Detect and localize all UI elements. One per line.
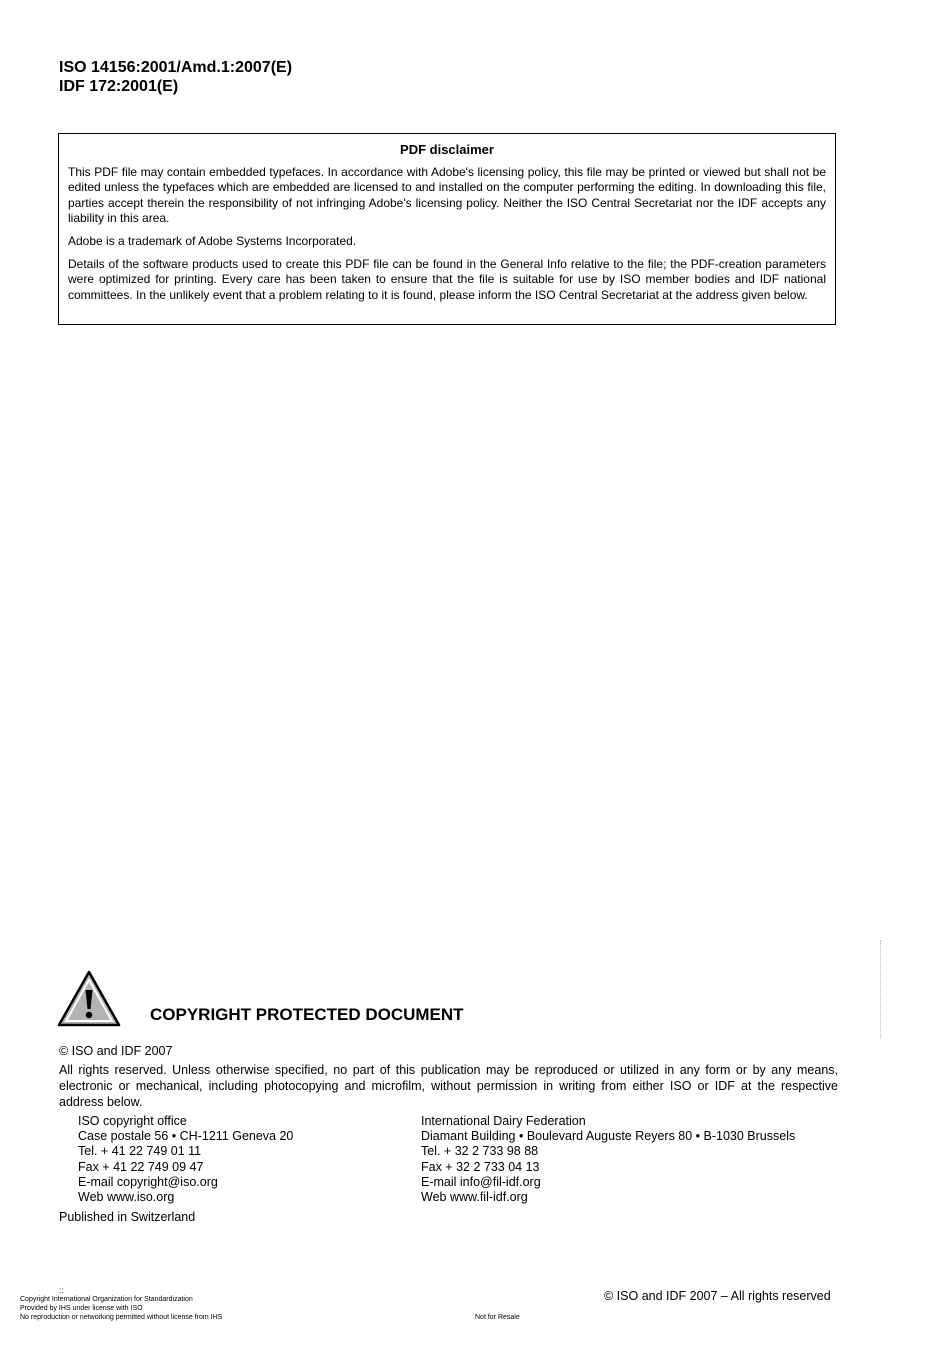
rights-statement: All rights reserved. Unless otherwise specified, no part of this publication may be reproduced or utilized in any form or by any means, electronic or mechanical, including photocopying and microfilm, without permission in writing from either ISO or IDF at the respective address below. <box>59 1063 838 1109</box>
idf-web: Web www.fil-idf.org <box>421 1190 528 1205</box>
idf-address-line: Tel. + 32 2 733 98 88 <box>421 1144 539 1159</box>
warning-triangle-icon <box>57 970 121 1033</box>
disclaimer-paragraph-2: Adobe is a trademark of Adobe Systems Incorporated. <box>68 234 357 249</box>
iso-address-line: Tel. + 41 22 749 01 11 <box>78 1144 202 1159</box>
idf-address-line: Diamant Building • Boulevard Auguste Reyers 80 • B-1030 Brussels <box>421 1129 796 1144</box>
idf-address-line: Fax + 32 2 733 04 13 <box>421 1159 540 1174</box>
idf-address-line: International Dairy Federation <box>421 1114 586 1128</box>
not-for-resale: Not for Resale <box>475 1314 520 1321</box>
margin-mark <box>880 940 887 1038</box>
iso-address-line: Case postale 56 • CH-1211 Geneva 20 <box>78 1129 294 1144</box>
iso-email: E-mail copyright@iso.org <box>78 1174 218 1189</box>
disclaimer-title: PDF disclaimer <box>400 142 494 157</box>
iso-address-line: ISO copyright office <box>78 1114 187 1128</box>
idf-number: IDF 172:2001(E) <box>59 78 179 95</box>
iso-address <box>78 1114 293 1205</box>
idf-address <box>421 1114 795 1205</box>
disclaimer-paragraph-1: This PDF file may contain embedded typefaces. In accordance with Adobe's licensing policy, this file may be printed or viewed but shall not be edited unless the typefaces which are embedded are licensed to and installed on the computer performing the editing. In downloading this file, parties accept therein the responsibility of not infringing Adobe's licensing policy. Neither the ISO Central Secretariat nor the IDF accepts any liability in this area. <box>68 165 826 225</box>
copyright-notice: © ISO and IDF 2007 <box>59 1044 173 1058</box>
idf-email: E-mail info@fil-idf.org <box>421 1174 541 1189</box>
iso-web: Web www.iso.org <box>78 1190 175 1205</box>
document-number: ISO 14156:2001/Amd.1:2007(E) <box>59 59 293 76</box>
iso-address-line: Fax + 41 22 749 09 47 <box>78 1159 204 1174</box>
license-line-3: No reproduction or networking permitted without license from IHS <box>20 1314 223 1321</box>
license-line-1: Copyright International Organization for Standardization <box>20 1296 193 1303</box>
license-line-2: Provided by IHS under license with ISO <box>20 1305 143 1312</box>
copyright-title: COPYRIGHT PROTECTED DOCUMENT <box>150 1005 464 1024</box>
pdf-disclaimer-box <box>58 133 836 325</box>
footer-marks: :: <box>59 1286 64 1295</box>
published-location: Published in Switzerland <box>59 1210 196 1224</box>
disclaimer-paragraph-3: Details of the software products used to create this PDF file can be found in the General Info relative to the file; the PDF-creation parameters were optimized for printing. Every care has been taken to ensure that the file is suitable for use by ISO member bodies and IDF national committees. In the unlikely event that a problem relating to it is found, please inform the ISO Central Secretariat at the address given below. <box>68 257 826 302</box>
footer-copyright: © ISO and IDF 2007 – All rights reserved <box>604 1289 831 1303</box>
